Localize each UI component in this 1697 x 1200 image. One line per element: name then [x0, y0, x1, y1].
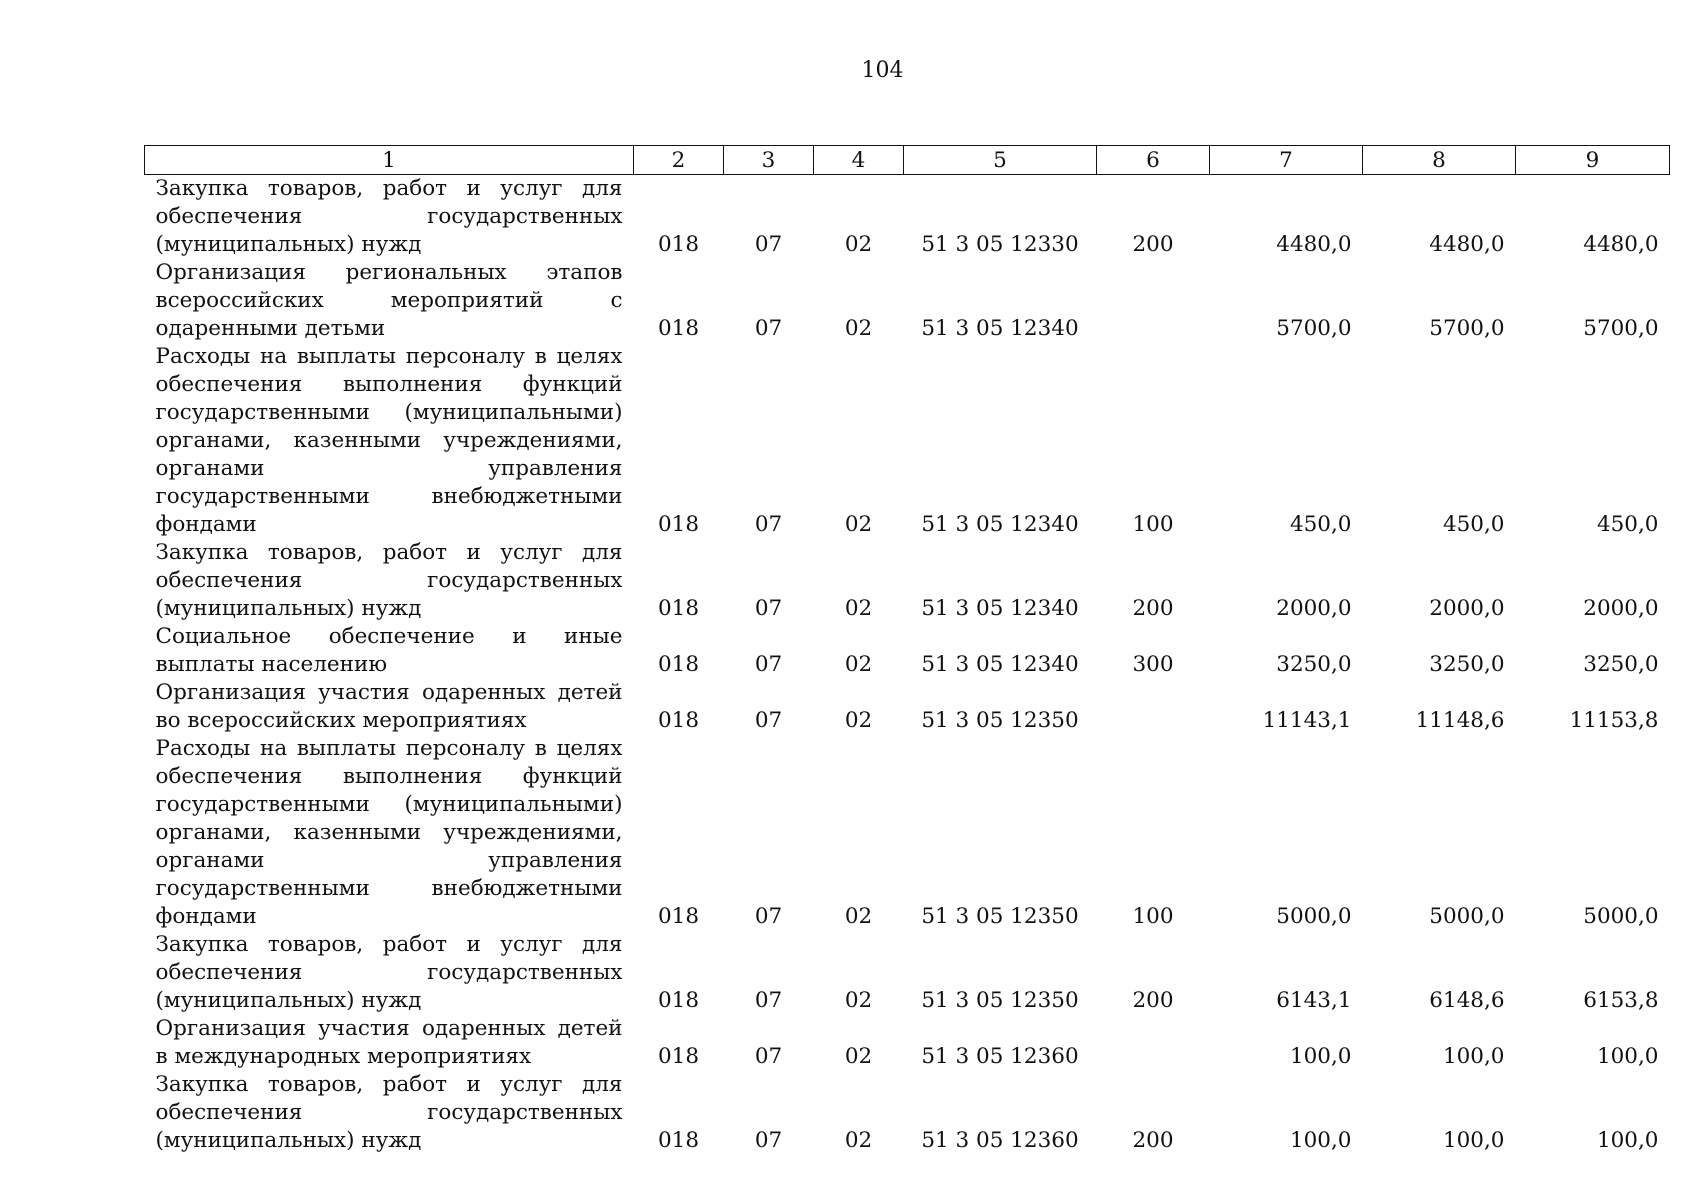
- row-description: Закупка товаров, работ и услуг для обеспечения государственных (муниципальных) нужд: [155, 176, 623, 257]
- row-ved: 018: [657, 904, 700, 929]
- header-col-8: 8: [1363, 146, 1516, 175]
- row-vr: [1097, 679, 1210, 735]
- row-value-9: 100,0: [1596, 1128, 1659, 1153]
- row-value-9: 4480,0: [1583, 232, 1659, 257]
- row-value-9: 2000,0: [1583, 596, 1659, 621]
- table-row: [145, 259, 1670, 343]
- row-value-7: 100,0: [1289, 1044, 1352, 1069]
- row-description: Расходы на выплаты персоналу в целях обеспечения выполнения функций государственными (муниципальными) органами, казенными учреждениями, органами управления государственными внебюджетными фондами: [155, 736, 623, 929]
- row-csr: 51 3 05 12350: [921, 904, 1079, 929]
- row-description: Организация региональных этапов всероссийских мероприятий с одаренными детьми: [155, 260, 623, 341]
- row-vr: 200: [1132, 596, 1174, 621]
- table-row: [145, 679, 1670, 735]
- row-ved: 018: [657, 232, 700, 257]
- table-row: [145, 931, 1670, 1015]
- table-row: [145, 735, 1670, 931]
- table-row: [145, 343, 1670, 539]
- header-col-3: 3: [724, 146, 814, 175]
- row-csr: 51 3 05 12360: [921, 1044, 1079, 1069]
- row-value-9: 5700,0: [1583, 316, 1659, 341]
- row-ved: 018: [657, 988, 700, 1013]
- row-description: Закупка товаров, работ и услуг для обеспечения государственных (муниципальных) нужд: [155, 932, 623, 1013]
- row-pr: 02: [844, 988, 873, 1013]
- table-row: [145, 1015, 1670, 1071]
- row-value-9: 11153,8: [1569, 708, 1659, 733]
- header-col-4: 4: [814, 146, 904, 175]
- row-vr: [1097, 1015, 1210, 1071]
- row-value-8: 6148,6: [1429, 988, 1505, 1013]
- table-row: [145, 175, 1670, 260]
- row-csr: 51 3 05 12350: [921, 988, 1079, 1013]
- row-description: Организация участия одаренных детей в международных мероприятиях: [155, 1016, 623, 1069]
- row-csr: 51 3 05 12330: [921, 232, 1079, 257]
- row-value-8: 4480,0: [1429, 232, 1505, 257]
- row-vr: 100: [1132, 904, 1174, 929]
- row-rz: 07: [754, 708, 783, 733]
- row-description: Социальное обеспечение и иные выплаты населению: [155, 624, 623, 677]
- row-value-8: 450,0: [1442, 512, 1505, 537]
- row-csr: 51 3 05 12340: [921, 596, 1079, 621]
- row-rz: 07: [754, 512, 783, 537]
- header-col-5: 5: [904, 146, 1097, 175]
- row-value-7: 2000,0: [1276, 596, 1352, 621]
- row-value-8: 3250,0: [1429, 652, 1505, 677]
- row-ved: 018: [657, 652, 700, 677]
- row-value-7: 100,0: [1289, 1128, 1352, 1153]
- table-row: [145, 1071, 1670, 1155]
- row-value-9: 3250,0: [1583, 652, 1659, 677]
- row-pr: 02: [844, 596, 873, 621]
- row-rz: 07: [754, 232, 783, 257]
- row-value-9: 450,0: [1596, 512, 1659, 537]
- header-col-9: 9: [1516, 146, 1670, 175]
- row-description: Организация участия одаренных детей во всероссийских мероприятиях: [155, 680, 623, 733]
- row-value-7: 5000,0: [1276, 904, 1352, 929]
- row-rz: 07: [754, 316, 783, 341]
- row-csr: 51 3 05 12340: [921, 512, 1079, 537]
- row-ved: 018: [657, 316, 700, 341]
- row-rz: 07: [754, 904, 783, 929]
- row-csr: 51 3 05 12350: [921, 708, 1079, 733]
- header-col-7: 7: [1210, 146, 1363, 175]
- row-value-9: 5000,0: [1583, 904, 1659, 929]
- table-row: [145, 623, 1670, 679]
- row-value-7: 3250,0: [1276, 652, 1352, 677]
- row-rz: 07: [754, 1128, 783, 1153]
- header-col-2: 2: [634, 146, 724, 175]
- row-ved: 018: [657, 596, 700, 621]
- row-pr: 02: [844, 652, 873, 677]
- table-body: [145, 175, 1670, 1156]
- header-col-1: 1: [145, 146, 634, 175]
- row-ved: 018: [657, 512, 700, 537]
- row-value-7: 11143,1: [1262, 708, 1352, 733]
- row-csr: 51 3 05 12360: [921, 1128, 1079, 1153]
- row-pr: 02: [844, 708, 873, 733]
- header-col-6: 6: [1097, 146, 1210, 175]
- row-value-9: 100,0: [1596, 1044, 1659, 1069]
- row-pr: 02: [844, 1128, 873, 1153]
- page-number: 104: [861, 58, 904, 83]
- row-rz: 07: [754, 988, 783, 1013]
- row-ved: 018: [657, 1044, 700, 1069]
- header-row: [145, 146, 1670, 175]
- row-value-9: 6153,8: [1583, 988, 1659, 1013]
- row-pr: 02: [844, 232, 873, 257]
- row-description: Расходы на выплаты персоналу в целях обеспечения выполнения функций государственными (муниципальными) органами, казенными учреждениями, органами управления государственными внебюджетными фондами: [155, 344, 623, 537]
- row-vr: [1097, 259, 1210, 343]
- row-value-7: 5700,0: [1276, 316, 1352, 341]
- row-value-8: 11148,6: [1415, 708, 1505, 733]
- row-value-8: 2000,0: [1429, 596, 1505, 621]
- row-pr: 02: [844, 1044, 873, 1069]
- row-csr: 51 3 05 12340: [921, 652, 1079, 677]
- row-ved: 018: [657, 708, 700, 733]
- table-row: [145, 539, 1670, 623]
- row-value-8: 100,0: [1442, 1044, 1505, 1069]
- row-pr: 02: [844, 512, 873, 537]
- row-value-7: 6143,1: [1276, 988, 1352, 1013]
- row-value-8: 5700,0: [1429, 316, 1505, 341]
- row-pr: 02: [844, 316, 873, 341]
- row-vr: 200: [1132, 988, 1174, 1013]
- row-rz: 07: [754, 1044, 783, 1069]
- budget-table: [144, 145, 1670, 1155]
- row-rz: 07: [754, 596, 783, 621]
- row-vr: 200: [1132, 1128, 1174, 1153]
- row-vr: 100: [1132, 512, 1174, 537]
- row-vr: 200: [1132, 232, 1174, 257]
- row-csr: 51 3 05 12340: [921, 316, 1079, 341]
- row-description: Закупка товаров, работ и услуг для обеспечения государственных (муниципальных) нужд: [155, 1072, 623, 1153]
- row-pr: 02: [844, 904, 873, 929]
- table-header: [145, 146, 1670, 175]
- row-value-8: 100,0: [1442, 1128, 1505, 1153]
- row-value-8: 5000,0: [1429, 904, 1505, 929]
- row-value-7: 450,0: [1289, 512, 1352, 537]
- row-value-7: 4480,0: [1276, 232, 1352, 257]
- row-description: Закупка товаров, работ и услуг для обеспечения государственных (муниципальных) нужд: [155, 540, 623, 621]
- row-ved: 018: [657, 1128, 700, 1153]
- row-vr: 300: [1132, 652, 1174, 677]
- row-rz: 07: [754, 652, 783, 677]
